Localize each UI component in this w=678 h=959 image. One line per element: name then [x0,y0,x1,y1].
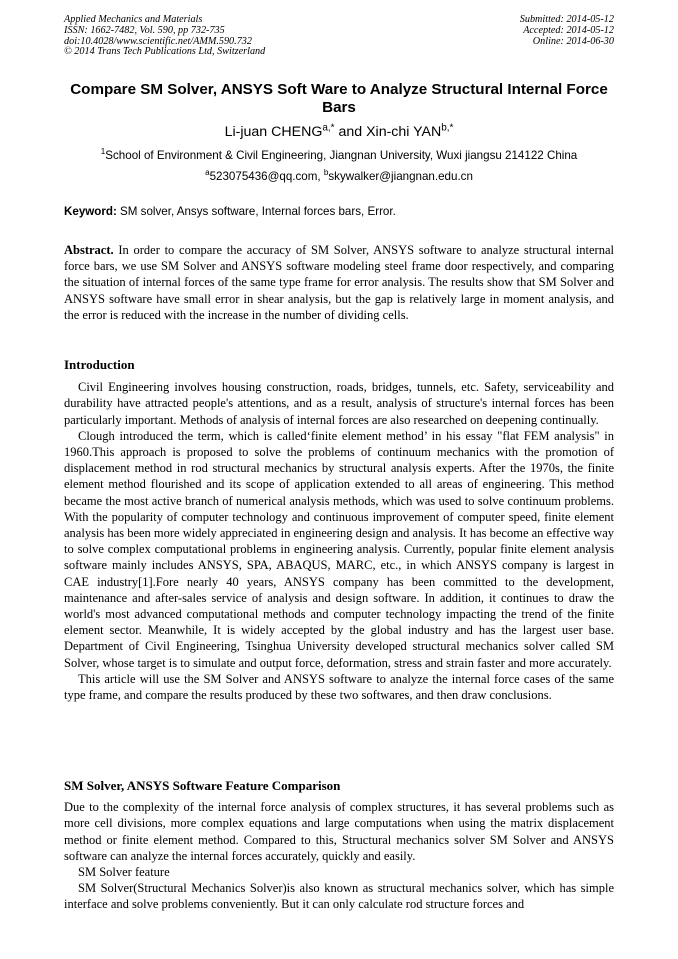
email-b: skywalker@jiangnan.edu.cn [328,170,473,183]
journal-info [64,15,265,58]
comparison-section [64,778,614,913]
email-a: 523075436@qq.com, [209,170,324,183]
affiliation [64,148,614,164]
email-b-sup: b [323,168,329,178]
intro-paragraph-3: This article will use the SM Solver and ANSYS software to analyze the internal force cases of the same type frame, and compare the results produced by these two softwares, and then draw conclusions. [64,671,614,703]
author-and: and [334,124,367,140]
abstract-text: In order to compare the accuracy of SM Solver, ANSYS software to analyze structural internal force bars, we use SM Solver and ANSYS software modeling steel frame door respectively, and comparing the situation of internal forces of the same type frame for error analysis. The results show that SM Solver and ANSYS software have small error in shear analysis, but the gap is relatively large in moment analysis, and the error is reduced with the increase in the number of dividing cells. [64,243,614,322]
introduction-section [64,357,614,703]
sm-solver-feature-label: SM Solver feature [78,865,170,880]
email-line [64,169,614,185]
email-a-sup: a [205,168,210,178]
abstract-label: Abstract. [64,243,114,257]
intro-paragraph-1: Civil Engineering involves housing construction, roads, bridges, tunnels, etc. Safety, serviceability and durability have attracted people's attentions, and as a result, analysis of structure's internal forces has been particularly important. Methods of analysis of internal forces are also researched on deepening continually. [64,380,614,427]
paper-title: Compare SM Solver, ANSYS Soft Ware to Analyze Structural Internal Force Bars [70,81,608,116]
author-1-sup: a,* [322,122,335,134]
keyword-text: SM solver, Ansys software, Internal forces bars, Error. [116,205,396,218]
accepted-date: Accepted: 2014-05-12 [523,24,614,36]
comparison-paragraph-1: Due to the complexity of the internal force analysis of complex structures, it has several problems such as more cell divisions, more complex equations and large computations when using the matrix displacement method or finite element method. Compared to this, Structural mechanics solver SM Solver and ANSYS software can analyze the internal forces accurately, quickly and easily. [64,800,614,863]
author-2: Xin-chi YAN [366,124,442,140]
submitted-date: Submitted: 2014-05-12 [519,14,614,25]
doi-line: doi:10.4028/www.scientific.net/AMM.590.732 [64,35,252,47]
comparison-heading: SM Solver, ANSYS Software Feature Comparison [64,778,341,793]
keyword-label: Keyword: [64,205,117,218]
comparison-paragraph-3: SM Solver(Structural Mechanics Solver)is also known as structural mechanics solver, which has simple interface and solve problems conveniently. But it can only calculate rod structure forces and [64,881,614,912]
online-date: Online: 2014-06-30 [532,35,614,47]
copyright-line: © 2014 Trans Tech Publications Ltd, Switzerland [64,46,266,58]
affiliation-sup: 1 [100,147,106,157]
author-line [64,123,614,141]
dates-info [520,15,614,47]
author-2-sup: b,* [441,122,454,134]
author-1: Li-juan CHENG [224,124,323,140]
affiliation-text: School of Environment & Civil Engineering, Jiangnan University, Wuxi jiangsu 214122 China [105,149,578,162]
journal-name: Applied Mechanics and Materials [64,14,203,25]
abstract [64,242,614,323]
intro-paragraph-2: Clough introduced the term, which is called‘finite element method’ in his essay "flat FEM analysis" in 1960.This approach is proposed to solve the problems of continuum mechanics with the promotion of displacement method in rod structural mechanics by structural analysis experts. After the 1970s, the finite element method flourished and its scope of application extended to all areas of engineering. This method became the most active branch of numerical analysis methods, which was used to solve continuum problems. With the popularity of computer technology and continuous improvement of computer speed, finite element analysis has been more widely appreciated in engineering design and analysis. It has become an effective way to solve complex computational problems in engineering analysis. Currently, popular finite element analysis software mainly includes ANSYS, SPA, ABAQUS, MARC, etc., in which ANSYS company is largest in CAE industry[1].Fore nearly 40 years, ANSYS company has been committed to the development, maintenance and after-sales service of analysis and design software. In addition, it continues to draw the world's most advanced computational methods and computer technology impacting the trend of the finite element sector. Meanwhile, It is widely accepted by the global industry and has the largest user base. Department of Civil Engineering, Tsinghua University developed structural mechanics solver called SM Solver, whose target is to simulate and output force, deformation, stress and strain faster and more accurately. [64,428,614,670]
introduction-heading: Introduction [64,357,135,372]
keywords [64,204,614,220]
issn-line: ISSN: 1662-7482, Vol. 590, pp 732-735 [64,24,225,36]
